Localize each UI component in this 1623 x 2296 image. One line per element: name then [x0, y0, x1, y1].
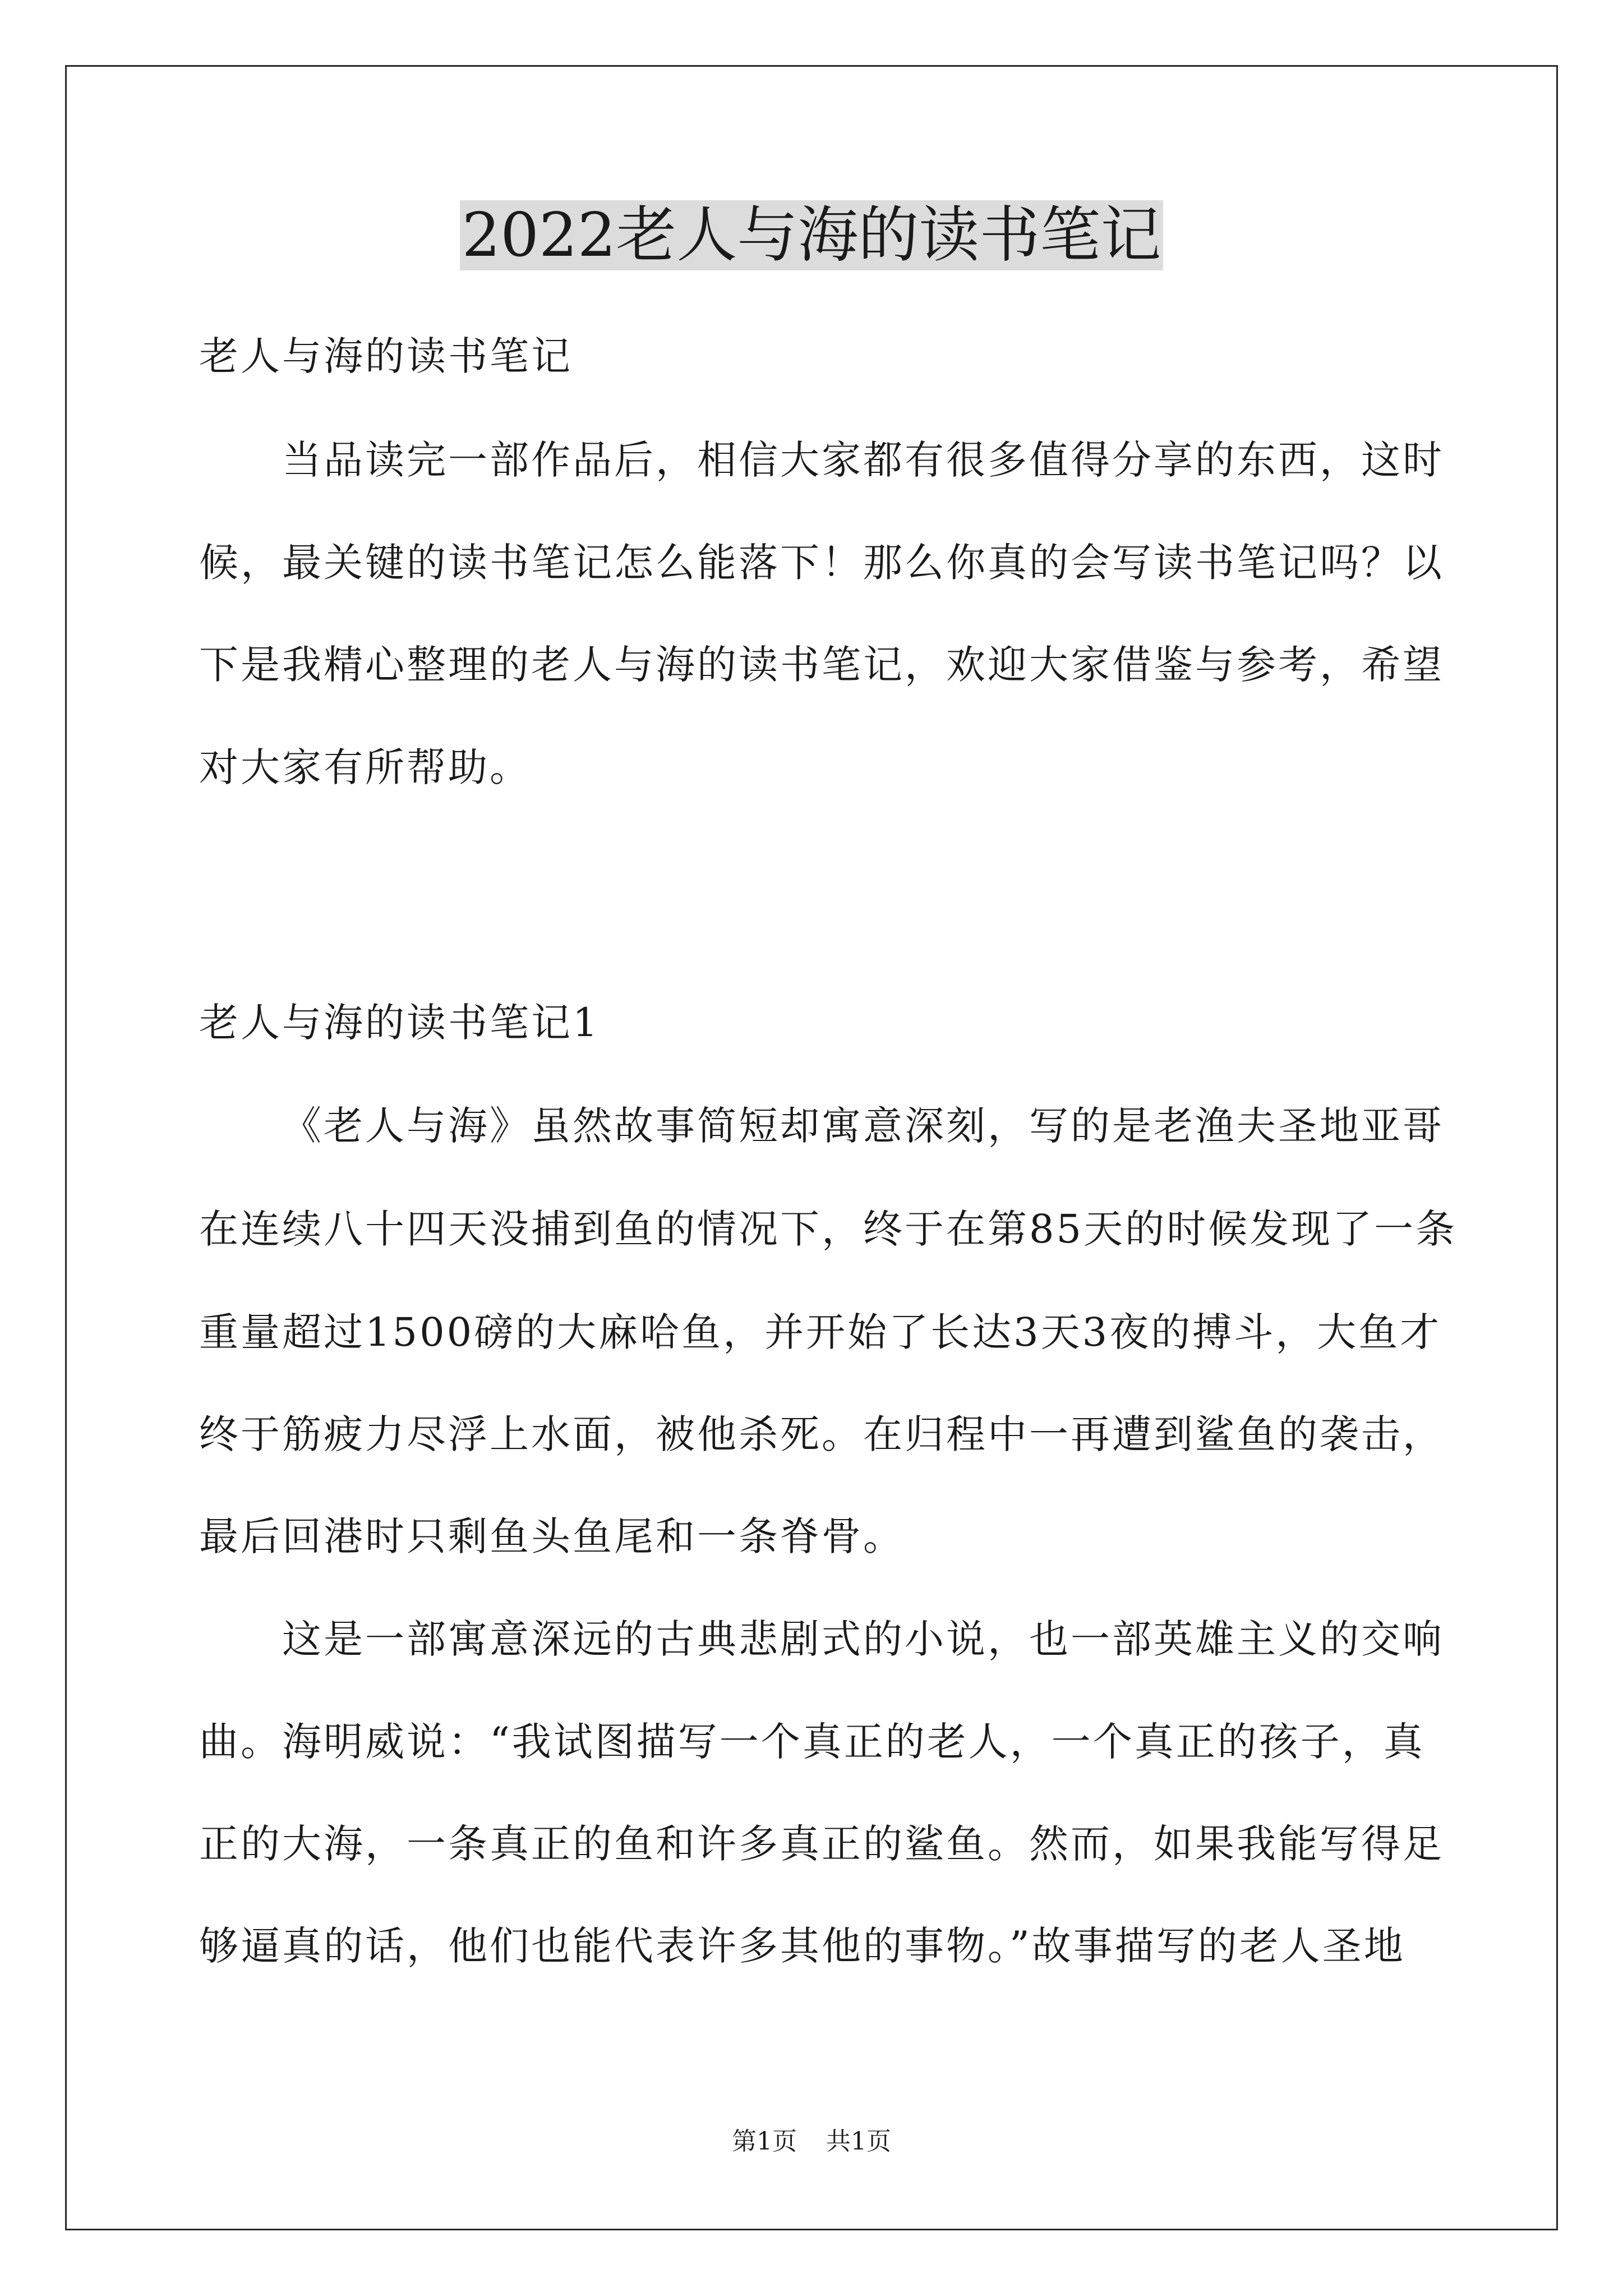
section-heading: 老人与海的读书笔记1	[199, 1000, 600, 1046]
paragraph2-line-3: 正的大海，一条真正的鱼和许多真正的鲨鱼。然而，如果我能写得足	[199, 1821, 1444, 1867]
paragraph1-line-4: 终于筋疲力尽浮上水面，被他杀死。在归程中一再遭到鲨鱼的袭击，	[199, 1411, 1444, 1457]
paragraph1-line-3: 重量超过1500磅的大麻哈鱼，并开始了长达3天3夜的搏斗，大鱼才	[199, 1309, 1442, 1355]
paragraph2-line-1: 这是一部寓意深远的古典悲剧式的小说，也一部英雄主义的交响	[282, 1616, 1444, 1662]
page-number-current: 第1页	[732, 2127, 797, 2156]
paragraph2-line-2: 曲。海明威说：“我试图描写一个真正的老人，一个真正的孩子，真	[199, 1719, 1425, 1765]
intro-line-4: 对大家有所帮助。	[199, 744, 531, 790]
intro-line-3: 下是我精心整理的老人与海的读书笔记，欢迎大家借鉴与参考，希望	[199, 642, 1444, 688]
title-text-highlighted: 2022老人与海的读书笔记	[460, 200, 1164, 270]
intro-line-2: 候，最关键的读书笔记怎么能落下！那么你真的会写读书笔记吗？以	[199, 540, 1444, 586]
page-number-total: 共1页	[826, 2127, 891, 2156]
document-title	[0, 197, 1623, 274]
paragraph1-line-5: 最后回港时只剩鱼头鱼尾和一条脊骨。	[199, 1513, 905, 1559]
paragraph2-line-4: 够逼真的话，他们也能代表许多其他的事物。”故事描写的老人圣地	[199, 1923, 1405, 1969]
intro-line-1: 当品读完一部作品后，相信大家都有很多值得分享的东西，这时	[282, 437, 1444, 483]
subtitle: 老人与海的读书笔记	[199, 333, 573, 379]
paragraph1-line-2: 在连续八十四天没捕到鱼的情况下，终于在第85天的时候发现了一条	[199, 1206, 1458, 1252]
page-footer	[0, 2126, 1623, 2157]
paragraph1-line-1: 《老人与海》虽然故事简短却寓意深刻，写的是老渔夫圣地亚哥	[282, 1103, 1444, 1149]
